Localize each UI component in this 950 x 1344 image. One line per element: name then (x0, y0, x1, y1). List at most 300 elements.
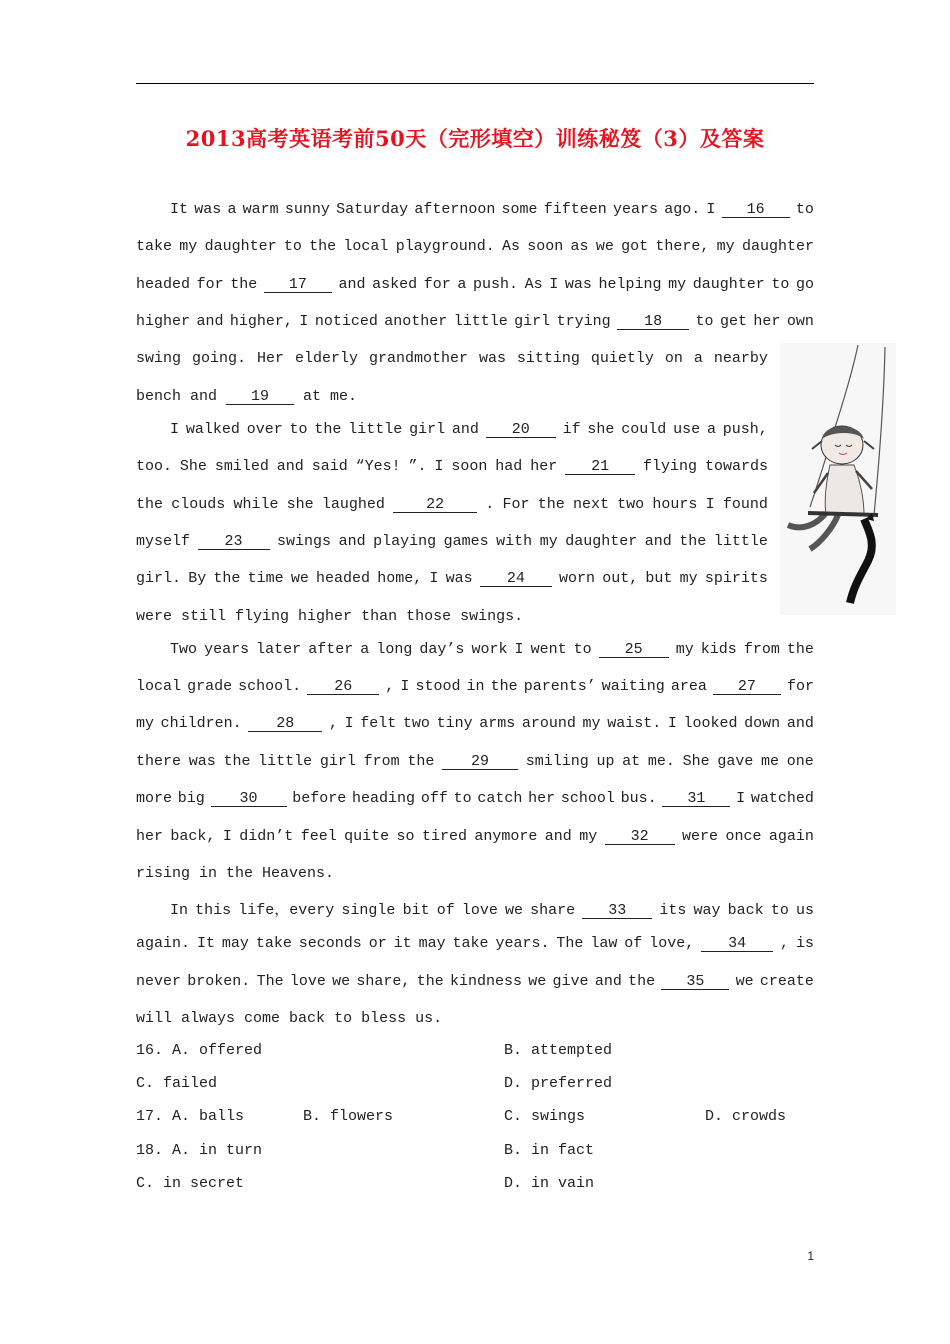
option-16-c: C. failed (136, 1075, 218, 1092)
word: my (582, 715, 601, 732)
word: was (445, 570, 473, 587)
word: soon (527, 238, 564, 255)
word: quietly (590, 350, 654, 367)
word: She (682, 753, 710, 770)
word: law (590, 935, 618, 952)
word: quite (344, 828, 390, 845)
word: . (485, 496, 495, 513)
word: we (595, 238, 614, 255)
word: anymore (474, 828, 538, 845)
option-16-d: D. preferred (504, 1075, 613, 1092)
word: its (659, 902, 687, 919)
word: had (495, 458, 523, 475)
word: years. (495, 935, 550, 952)
word: higher (298, 608, 353, 625)
word: school. (238, 678, 302, 695)
word: we (290, 570, 309, 587)
word: girl (319, 753, 356, 770)
word: was (188, 753, 216, 770)
word: me. (647, 753, 675, 770)
word: me. (330, 388, 358, 405)
word: higher, (229, 313, 293, 330)
passage-line (136, 1010, 814, 1027)
word: went (530, 641, 567, 658)
word: kindness (449, 973, 522, 990)
word: some (501, 201, 538, 218)
word: By (188, 570, 207, 587)
blank-19: 19 (226, 389, 294, 405)
word: seconds (298, 935, 362, 952)
word: big (177, 790, 205, 807)
word: tiny (436, 715, 473, 732)
word: to (795, 201, 814, 218)
word: kids (700, 641, 737, 658)
passage-line (136, 828, 814, 845)
option-16-b: B. attempted (504, 1042, 613, 1059)
passage-line (136, 715, 814, 732)
word: my (579, 828, 598, 845)
word: soon (451, 458, 488, 475)
word: headed (316, 570, 371, 587)
word: gave (717, 753, 754, 770)
word: watched (750, 790, 814, 807)
blank-22: 22 (393, 497, 477, 513)
word: love, (649, 935, 695, 952)
blank-32: 32 (605, 829, 675, 845)
word: bless (361, 1010, 407, 1027)
word: me (761, 753, 780, 770)
word: the (490, 678, 518, 695)
word: in (199, 865, 218, 882)
word: stood (415, 678, 461, 695)
word: love (461, 902, 498, 919)
word: the (628, 973, 656, 990)
blank-35: 35 (661, 974, 729, 990)
word: at (622, 753, 641, 770)
word: For (502, 496, 530, 513)
word: work (471, 641, 508, 658)
word: I (514, 641, 524, 658)
word: to (334, 1010, 353, 1027)
word: time (247, 570, 284, 587)
word: was (478, 350, 506, 367)
blank-17: 17 (264, 277, 332, 293)
word: children. (160, 715, 242, 732)
word: a (693, 350, 703, 367)
passage-line (170, 898, 814, 919)
word: got (621, 238, 649, 255)
word: out, (602, 570, 639, 587)
word: my (716, 238, 735, 255)
word: will (136, 1010, 173, 1027)
word: felt (360, 715, 397, 732)
word: I (429, 570, 439, 587)
blank-29: 29 (442, 754, 518, 770)
word: sunny (284, 201, 330, 218)
word: and (451, 421, 479, 438)
word: noticed (314, 313, 378, 330)
option-18-d: D. in vain (504, 1175, 595, 1192)
word: I (299, 313, 309, 330)
word: if (562, 421, 581, 438)
word: life，every (238, 902, 335, 919)
word: feel (300, 828, 337, 845)
word: to (695, 313, 714, 330)
word: us. (415, 1010, 443, 1027)
word: in (466, 678, 485, 695)
word: two (617, 496, 645, 513)
word: use (673, 421, 701, 438)
blank-27: 27 (713, 679, 781, 695)
word: swings (277, 533, 332, 550)
passage-line (136, 678, 814, 695)
word: the (223, 753, 251, 770)
word: she (286, 496, 314, 513)
word: we (735, 973, 754, 990)
word: , (385, 678, 395, 695)
word: off (420, 790, 448, 807)
word: to (573, 641, 592, 658)
word: found (722, 496, 768, 513)
passage-line (136, 608, 814, 625)
word: I (222, 828, 232, 845)
word: my (539, 533, 558, 550)
page-number: 1 (807, 1249, 814, 1263)
word: of (624, 935, 643, 952)
passage-line (136, 570, 768, 587)
word: As (524, 276, 543, 293)
passage-line (170, 421, 768, 438)
word: but (645, 570, 673, 587)
word: we (332, 973, 351, 990)
word: bench (136, 388, 182, 405)
word: again. (136, 935, 191, 952)
word: hours (652, 496, 698, 513)
word: we (528, 973, 547, 990)
word: next (572, 496, 609, 513)
word: take (452, 935, 489, 952)
word: as (570, 238, 589, 255)
blank-16: 16 (722, 202, 790, 218)
word: and (338, 276, 366, 293)
blank-20: 20 (486, 422, 556, 438)
word: is (795, 935, 814, 952)
word: get (719, 313, 747, 330)
word: was (194, 201, 222, 218)
option-18-a: 18. A. in turn (136, 1142, 263, 1159)
word: more (136, 790, 173, 807)
word: the (136, 496, 164, 513)
option-18-b: B. in fact (504, 1142, 595, 1159)
word: from (363, 753, 400, 770)
word: The (556, 935, 584, 952)
word: her (530, 458, 558, 475)
word: were (136, 608, 173, 625)
passage-line (136, 238, 814, 255)
word: playing (373, 533, 437, 550)
word: It (196, 935, 215, 952)
word: her (528, 790, 556, 807)
word: to (289, 421, 308, 438)
word: spirits (704, 570, 768, 587)
word: daughter (692, 276, 765, 293)
word: push, (722, 421, 768, 438)
word: share, (356, 973, 411, 990)
word: grandmother (368, 350, 468, 367)
option-18-c: C. in secret (136, 1175, 245, 1192)
word: Two (170, 641, 198, 658)
word: of (436, 902, 455, 919)
word: said (311, 458, 348, 475)
word: my (668, 276, 687, 293)
word: afternoon (414, 201, 496, 218)
blank-18: 18 (617, 314, 689, 330)
word: daughter (565, 533, 638, 550)
word: over (246, 421, 283, 438)
word: playground. (395, 238, 495, 255)
word: sitting (516, 350, 580, 367)
word: waiting (601, 678, 665, 695)
word: never (136, 973, 182, 990)
word: , (780, 935, 790, 952)
word: ”. (408, 458, 427, 475)
passage-line (170, 641, 814, 658)
word: I (667, 715, 677, 732)
word: swing (136, 350, 182, 367)
word: bit (402, 902, 430, 919)
option-16-a: 16. A. offered (136, 1042, 263, 1059)
word: , (328, 715, 338, 732)
option-17-a: 17. A. balls (136, 1108, 245, 1125)
word: again (768, 828, 814, 845)
word: I (705, 496, 715, 513)
word: to (771, 276, 790, 293)
word: a (227, 201, 237, 218)
word: and (644, 533, 672, 550)
word: once (725, 828, 762, 845)
word: to (770, 902, 789, 919)
blank-31: 31 (662, 791, 730, 807)
word: this (195, 902, 232, 919)
word: on (664, 350, 683, 367)
passage-line (136, 753, 814, 770)
blank-21: 21 (565, 459, 635, 475)
word: and (338, 533, 366, 550)
word: way (693, 902, 721, 919)
blank-33: 33 (582, 903, 652, 919)
word: ago. (664, 201, 701, 218)
word: Heavens. (262, 865, 335, 882)
word: my (136, 715, 155, 732)
word: it (393, 935, 412, 952)
passage-line (136, 388, 768, 405)
word: too. (136, 458, 173, 475)
word: helping (598, 276, 662, 293)
passage-line (136, 865, 814, 882)
word: She (179, 458, 207, 475)
word: I (400, 678, 410, 695)
word: home, (377, 570, 423, 587)
word: back (727, 902, 764, 919)
word: games (443, 533, 489, 550)
word: In (170, 902, 189, 919)
word: up (596, 753, 615, 770)
word: little (453, 313, 508, 330)
word: heading (352, 790, 416, 807)
word: there, (655, 238, 710, 255)
word: the (537, 496, 565, 513)
girl-on-swing-with-cat-illustration (780, 343, 896, 615)
word: the (309, 238, 337, 255)
word: flying (643, 458, 698, 475)
word: one (786, 753, 814, 770)
word: laughed (321, 496, 385, 513)
word: The (256, 973, 284, 990)
word: the (786, 641, 814, 658)
word: swings. (460, 608, 524, 625)
word: and (594, 973, 622, 990)
word: come (244, 1010, 281, 1027)
word: As (501, 238, 520, 255)
word: for (786, 678, 814, 695)
word: little (348, 421, 403, 438)
option-17-b: B. flowers (303, 1108, 394, 1125)
word: the (226, 865, 254, 882)
word: a (457, 276, 467, 293)
passage-line (136, 935, 814, 952)
passage-line (136, 313, 814, 330)
word: I (736, 790, 746, 807)
word: daughter (204, 238, 277, 255)
word: local (136, 678, 182, 695)
blank-34: 34 (701, 936, 773, 952)
word: us (795, 902, 814, 919)
word: another (384, 313, 448, 330)
blank-28: 28 (248, 716, 322, 732)
word: push. (472, 276, 518, 293)
word: go (795, 276, 814, 293)
word: “Yes! (355, 458, 401, 475)
blank-25: 25 (599, 642, 669, 658)
passage-line (136, 790, 814, 807)
word: always (181, 1010, 236, 1027)
word: flying (235, 608, 290, 625)
word: myself (136, 533, 191, 550)
option-17-c: C. swings (504, 1108, 586, 1125)
passage-line (136, 533, 768, 550)
word: her (136, 828, 164, 845)
word: love (289, 973, 326, 990)
word: walked (185, 421, 240, 438)
word: I (170, 421, 180, 438)
word: create (759, 973, 814, 990)
word: I (549, 276, 559, 293)
word: parents’ (523, 678, 596, 695)
word: her (753, 313, 781, 330)
word: years (612, 201, 658, 218)
blank-30: 30 (211, 791, 287, 807)
word: while (233, 496, 279, 513)
word: school (560, 790, 615, 807)
word: single (341, 902, 396, 919)
word: than (361, 608, 398, 625)
word: little (713, 533, 768, 550)
word: a (706, 421, 716, 438)
word: a (360, 641, 370, 658)
word: with (496, 533, 533, 550)
word: down (744, 715, 781, 732)
passage-line (136, 458, 768, 475)
word: the (314, 421, 342, 438)
word: from (743, 641, 780, 658)
word: grade (187, 678, 233, 695)
word: girl (514, 313, 551, 330)
word: headed (136, 276, 191, 293)
word: bus. (620, 790, 657, 807)
word: little (258, 753, 313, 770)
passage-line (170, 201, 814, 218)
word: were (682, 828, 719, 845)
word: girl (409, 421, 446, 438)
word: for (423, 276, 451, 293)
word: years (204, 641, 250, 658)
word: before (292, 790, 347, 807)
word: the (213, 570, 241, 587)
word: waist. (607, 715, 662, 732)
word: Her (256, 350, 284, 367)
word: local (343, 238, 389, 255)
word: day’s (419, 641, 465, 658)
passage-line (136, 496, 768, 513)
word: take (136, 238, 173, 255)
word: I (434, 458, 444, 475)
word: share (530, 902, 576, 919)
word: warm (242, 201, 279, 218)
word: tired (421, 828, 467, 845)
word: for (196, 276, 224, 293)
word: was (564, 276, 592, 293)
word: my (179, 238, 198, 255)
word: to (283, 238, 302, 255)
blank-23: 23 (198, 534, 270, 550)
word: worn (559, 570, 596, 587)
blank-24: 24 (480, 571, 552, 587)
word: still (181, 608, 227, 625)
word: and (786, 715, 814, 732)
word: the (407, 753, 435, 770)
word: smiled (214, 458, 269, 475)
word: around (521, 715, 576, 732)
word: and (196, 313, 224, 330)
word: the (679, 533, 707, 550)
word: and (276, 458, 304, 475)
word: and (190, 388, 218, 405)
word: back, (170, 828, 216, 845)
word: later (256, 641, 302, 658)
word: we (504, 902, 523, 919)
word: so (396, 828, 415, 845)
word: give (552, 973, 589, 990)
word: she (587, 421, 615, 438)
word: towards (704, 458, 768, 475)
word: at (303, 388, 322, 405)
word: didn’t (239, 828, 294, 845)
word: back (289, 1010, 326, 1027)
passage-line (136, 973, 814, 990)
passage-line (136, 350, 768, 367)
word: catch (477, 790, 523, 807)
word: arms (479, 715, 516, 732)
